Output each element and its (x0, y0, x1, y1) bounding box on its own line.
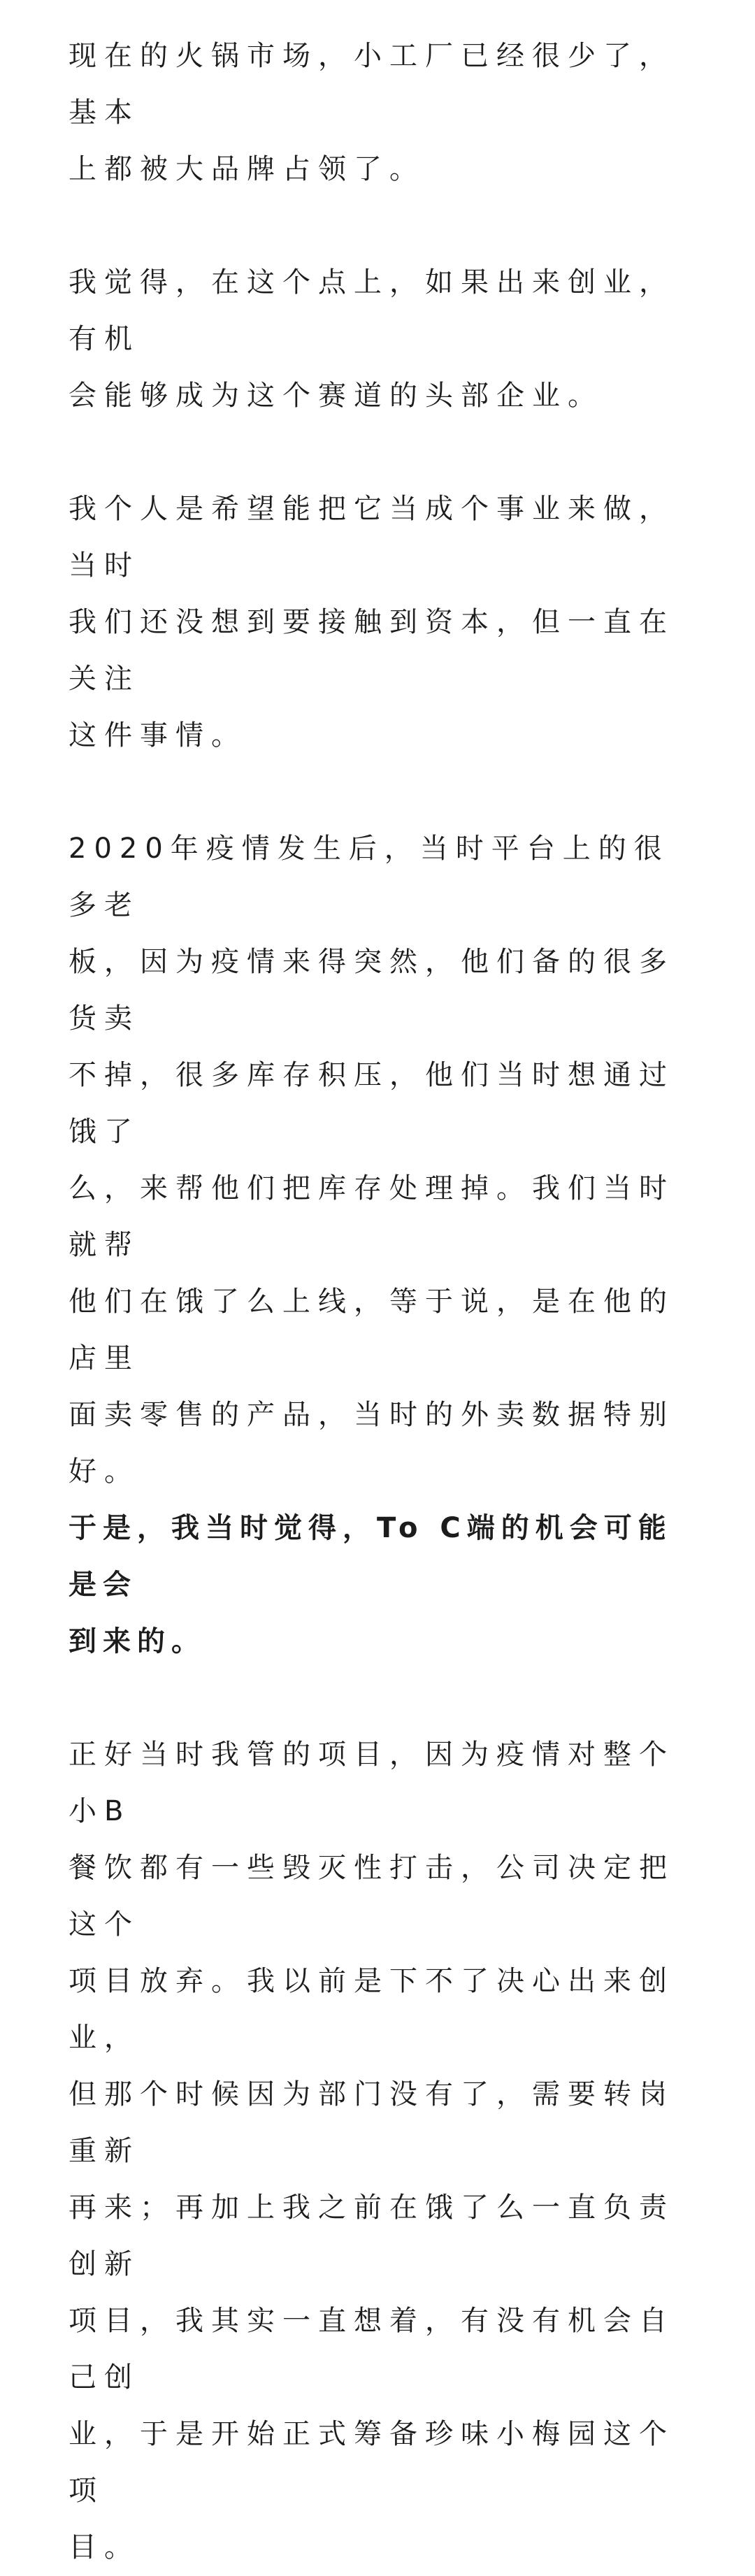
paragraph-1: 现在的火锅市场，小工厂已经很少了，基本 上都被大品牌占领了。 (69, 40, 675, 185)
paragraph-5: 正好当时我管的项目，因为疫情对整个小B 餐饮都有一些毁灭性打击，公司决定把这个 项目放弃。我以前是下不了决心出来创业， 但那个时候因为部门没有了，需要转岗重新 再来；再加上我之前在饿了么一直负责创新 项目，我其实一直想着，有没有机会自己创 业，于是开始正式筹备珍味小梅园这个项 目。 (69, 1739, 675, 2563)
paragraph-2: 我觉得，在这个点上，如果出来创业，有机 会能够成为这个赛道的头部企业。 (69, 266, 675, 412)
article-body (69, 28, 686, 2576)
paragraph-4: 2020年疫情发生后，当时平台上的很多老 板，因为疫情来得突然，他们备的很多货卖 不掉，很多库存积压，他们当时想通过饿了 么，来帮他们把库存处理掉。我们当时就帮 他们在饿了么上线，等于说，是在他的店里 面卖零售的产品，当时的外卖数据特别好。 (69, 833, 675, 1488)
highlight-paragraph: 于是，我当时觉得，To C端的机会可能是会 到来的。 (69, 1512, 673, 1657)
paragraph-3: 我个人是希望能把它当成个事业来做，当时 我们还没想到要接触到资本，但一直在关注 这件事情。 (69, 493, 675, 751)
